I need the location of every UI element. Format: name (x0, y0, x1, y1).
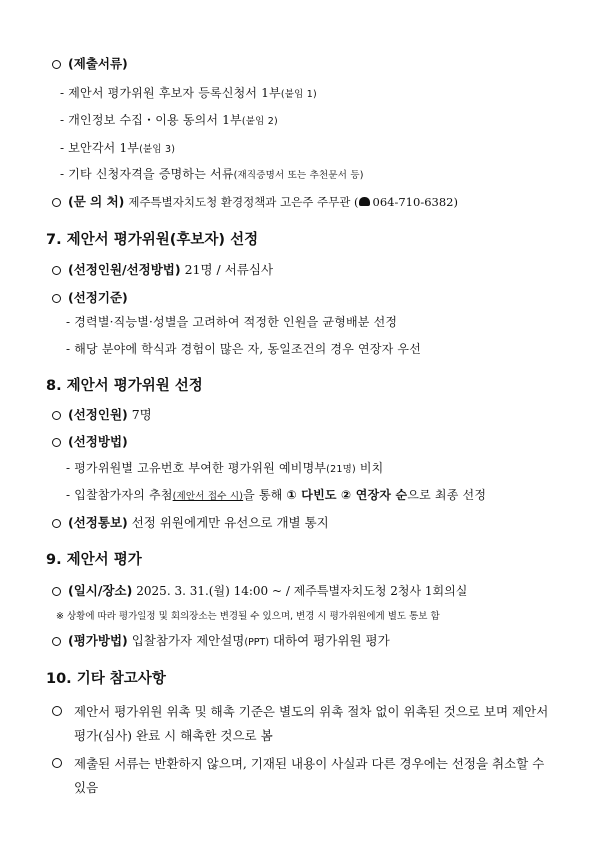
reference-text: 제출된 서류는 반환하지 않으며, 기재된 내용이 사실과 다른 경우에는 선정을 취소할 수 있음 (74, 756, 545, 795)
notification-row (52, 513, 329, 531)
circle-bullet-icon (52, 706, 62, 716)
circle-bullet-icon (52, 266, 61, 275)
submit-doc-item (60, 165, 364, 182)
circle-bullet-icon (52, 587, 61, 596)
selection-method-text: 21명 / 서류심사 (184, 262, 274, 277)
selection-count-label: (선정인원) (68, 407, 128, 422)
submit-doc-item (60, 139, 175, 156)
selection-process-row (52, 432, 128, 450)
evaluation-method-tail: 대하여 평가위원 평가 (269, 633, 390, 648)
circle-bullet-icon (52, 758, 62, 768)
schedule-note: ※ 상황에 따라 평가일정 및 회의장소는 변경될 수 있으며, 변경 시 평가위원에게 별도 통보 함 (56, 611, 440, 622)
evaluation-method-note: (PPT) (244, 637, 270, 648)
contact-label: (문 의 처) (68, 194, 125, 209)
submit-doc-main: - 제안서 평가위원 후보자 등록신청서 1부 (60, 86, 281, 100)
submit-doc-main: - 개인정보 수집・이용 동의서 1부 (60, 113, 242, 127)
phone-icon (359, 197, 370, 206)
submit-docs-label: (제출서류) (68, 56, 128, 71)
process-item-emphasis: ① 다빈도 ② 연장자 순 (286, 488, 408, 502)
schedule-row (52, 581, 467, 599)
process-item (66, 486, 486, 503)
submit-doc-main: - 보안각서 1부 (60, 141, 140, 155)
selection-criteria-row (52, 288, 128, 306)
contact-text: 제주특별자치도청 환경정책과 고은주 주무관 ( (128, 195, 359, 209)
schedule-label: (일시/장소) (68, 583, 133, 598)
evaluation-method-text: 입찰참가자 제안설명 (131, 633, 245, 648)
circle-bullet-icon (52, 198, 61, 207)
process-item-tail: 비치 (355, 461, 384, 475)
process-item-note: (제안서 접수 시) (172, 491, 244, 502)
selection-method-label: (선정인원/선정방법) (68, 262, 181, 277)
section-heading: 9. 제안서 평가 (46, 552, 142, 568)
evaluation-method-row (52, 631, 390, 649)
selection-method-row (52, 260, 273, 278)
criteria-item: - 해당 분야에 학식과 경험이 많은 자, 동일조건의 경우 연장자 우선 (66, 342, 422, 356)
notification-label: (선정통보) (68, 515, 128, 530)
process-item-mid: 을 통해 (243, 488, 287, 502)
circle-bullet-icon (52, 438, 61, 447)
circle-bullet-icon (52, 637, 61, 646)
section-heading: 10. 기타 참고사항 (46, 671, 166, 687)
submit-doc-item (60, 84, 317, 101)
circle-bullet-icon (52, 60, 61, 69)
process-item-tail: 으로 최종 선정 (407, 488, 487, 502)
evaluation-method-label: (평가방법) (68, 633, 128, 648)
contact-row (52, 192, 458, 210)
circle-bullet-icon (52, 411, 61, 420)
selection-count-text: 7명 (131, 407, 152, 422)
submit-doc-note: (붙임 2) (241, 116, 278, 127)
section-heading: 8. 제안서 평가위원 선정 (46, 378, 203, 394)
submit-doc-item (60, 111, 278, 128)
circle-bullet-icon (52, 519, 61, 528)
process-item-note: (21명) (326, 464, 356, 475)
process-item-text: - 평가위원별 고유번호 부여한 평가위원 예비명부 (66, 461, 327, 475)
selection-criteria-label: (선정기준) (68, 290, 128, 305)
process-item-text: - 입찰참가자의 추첨 (66, 488, 173, 502)
notification-text: 선정 위원에게만 유선으로 개별 통지 (131, 515, 329, 530)
submit-doc-note: (붙임 1) (280, 89, 317, 100)
submit-doc-note: (재직증명서 또는 추천문서 등) (233, 170, 364, 181)
schedule-text: 2025. 3. 31.(월) 14:00 ~ / 제주특별자치도청 2청사 1회의실 (136, 584, 468, 598)
submit-docs-row (52, 54, 128, 72)
reference-text: 제안서 평가위원 위촉 및 해촉 기준은 별도의 위촉 절차 없이 위촉된 것으로 보며 제안서 평가(심사) 완료 시 해촉한 것으로 봄 (74, 704, 549, 743)
selection-process-label: (선정방법) (68, 434, 128, 449)
circle-bullet-icon (52, 294, 61, 303)
selection-count-row (52, 405, 152, 423)
section-heading: 7. 제안서 평가위원(후보자) 선정 (46, 232, 259, 248)
submit-doc-note: (붙임 3) (139, 144, 176, 155)
contact-phone: 064-710-6382) (372, 195, 458, 209)
criteria-item: - 경력별·직능별·성별을 고려하여 적정한 인원을 균형배분 선정 (66, 315, 398, 329)
submit-doc-main: - 기타 신청자격을 증명하는 서류 (60, 167, 234, 181)
process-item (66, 459, 383, 476)
